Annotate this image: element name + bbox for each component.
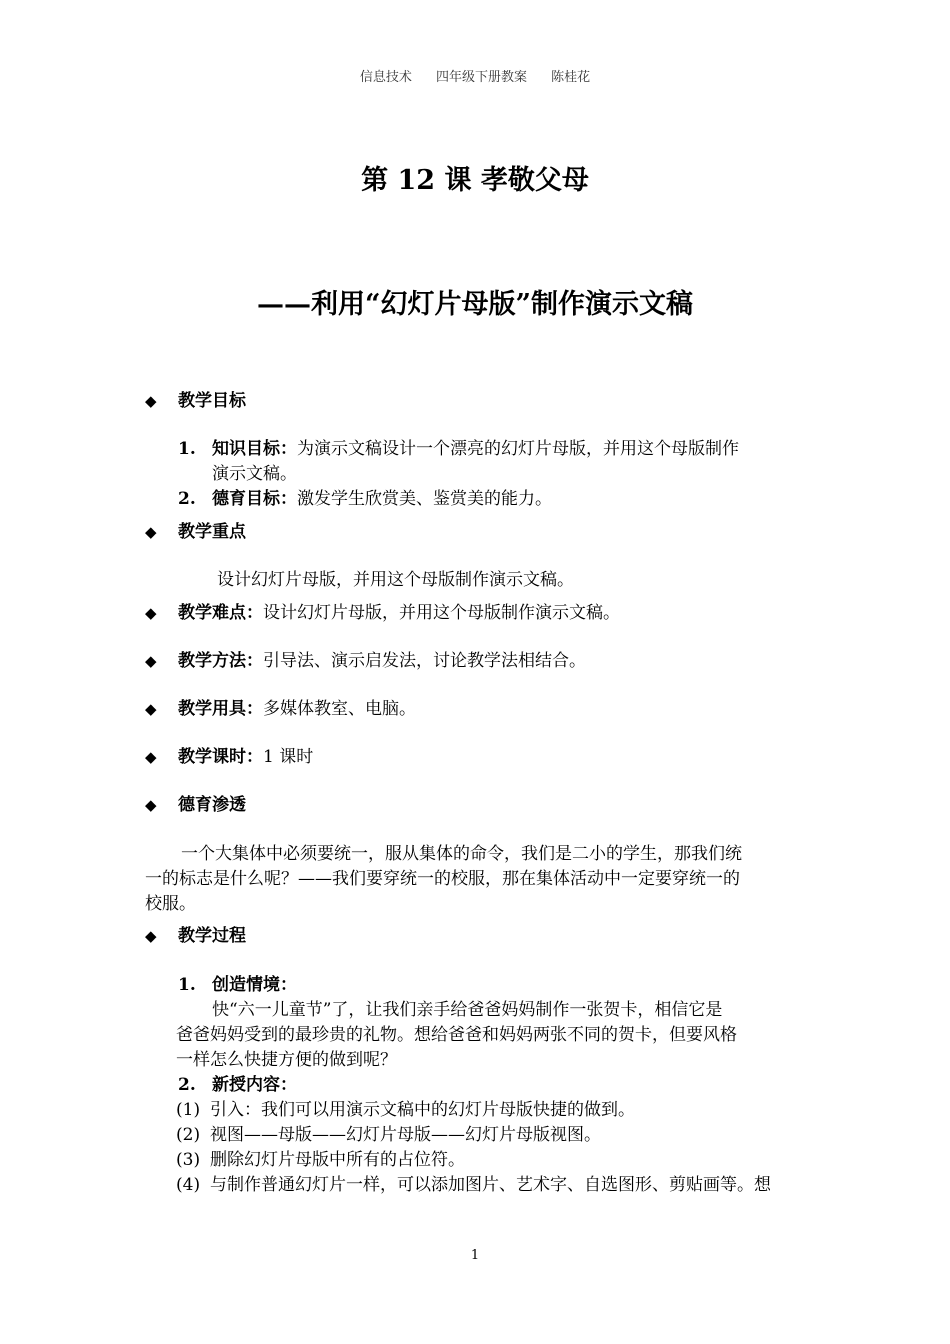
process-number: 1. <box>178 975 196 995</box>
process-number: 2. <box>178 1075 196 1095</box>
section-hours <box>145 745 313 770</box>
process-label: 新授内容： <box>212 1075 297 1095</box>
section-heading: 教学过程 <box>178 926 246 946</box>
page-header <box>0 66 950 85</box>
goal-label: 德育目标： <box>212 489 297 509</box>
step-number: (2) <box>176 1125 201 1145</box>
header-grade: 四年级下册教案 <box>435 70 527 85</box>
bullet-diamond-icon: ◆ <box>145 392 157 410</box>
section-difficulty <box>145 601 620 626</box>
header-author: 陈桂花 <box>551 70 591 85</box>
bullet-diamond-icon: ◆ <box>145 523 157 541</box>
goal-text-cont: 演示文稿。 <box>212 464 297 484</box>
situation-paragraph <box>176 998 812 1073</box>
moral-line-3: 校服。 <box>145 894 196 914</box>
bullet-diamond-icon: ◆ <box>145 652 157 670</box>
page-number: 1 <box>470 1248 480 1263</box>
step-text: 与制作普通幻灯片一样，可以添加图片、艺术字、自选图形、剪贴画等。想 <box>210 1175 771 1195</box>
step-item <box>176 1098 635 1123</box>
goal-text: 激发学生欣赏美、鉴赏美的能力。 <box>297 489 552 509</box>
section-heading: 教学目标 <box>178 391 246 411</box>
step-number: (4) <box>176 1175 201 1195</box>
step-item <box>176 1173 771 1198</box>
section-text: 1 课时 <box>263 747 314 767</box>
moral-line-1: 一个大集体中必须要统一，服从集体的命令，我们是二小的学生，那我们统 <box>181 844 742 864</box>
section-process <box>145 924 246 949</box>
moral-line-2: 一的标志是什么呢？——我们要穿统一的校服，那在集体活动中一定要穿统一的 <box>145 869 740 889</box>
section-goals <box>145 389 246 414</box>
section-key-point <box>145 520 246 545</box>
section-tools <box>145 697 416 722</box>
goal-label: 知识目标： <box>212 439 297 459</box>
step-text: 引入：我们可以用演示文稿中的幻灯片母版快捷的做到。 <box>210 1100 635 1120</box>
step-text: 视图——母版——幻灯片母版——幻灯片母版视图。 <box>210 1125 601 1145</box>
section-heading: 教学方法： <box>178 651 263 671</box>
bullet-diamond-icon: ◆ <box>145 796 157 814</box>
process-label: 创造情境： <box>212 975 297 995</box>
lesson-subtitle: ——利用“幻灯片母版”制作演示文稿 <box>256 289 694 320</box>
step-number: (1) <box>176 1100 201 1120</box>
bullet-diamond-icon: ◆ <box>145 604 157 622</box>
lesson-title: 第 12 课 孝敬父母 <box>361 165 589 196</box>
situation-line-1: 快“六一儿童节”了，让我们亲手给爸爸妈妈制作一张贺卡，相信它是 <box>212 1000 723 1020</box>
section-heading: 教学重点 <box>178 522 246 542</box>
situation-line-2: 爸爸妈妈受到的最珍贵的礼物。想给爸爸和妈妈两张不同的贺卡，但要风格 <box>176 1025 737 1045</box>
section-text: 设计幻灯片母版，并用这个母版制作演示文稿。 <box>263 603 620 623</box>
goal-number: 1. <box>178 439 196 459</box>
section-heading: 德育渗透 <box>178 795 246 815</box>
step-text: 删除幻灯片母版中所有的占位符。 <box>210 1150 465 1170</box>
goal-number: 2. <box>178 489 196 509</box>
section-heading: 教学课时： <box>178 747 263 767</box>
situation-line-3: 一样怎么快捷方便的做到呢？ <box>176 1050 397 1070</box>
section-heading: 教学难点： <box>178 603 263 623</box>
section-method <box>145 649 586 674</box>
bullet-diamond-icon: ◆ <box>145 927 157 945</box>
step-item <box>176 1148 465 1173</box>
bullet-diamond-icon: ◆ <box>145 700 157 718</box>
section-text: 引导法、演示启发法，讨论教学法相结合。 <box>263 651 586 671</box>
bullet-diamond-icon: ◆ <box>145 748 157 766</box>
section-heading: 教学用具： <box>178 699 263 719</box>
moral-paragraph <box>145 842 810 917</box>
step-number: (3) <box>176 1150 201 1170</box>
section-moral <box>145 793 246 818</box>
goal-text: 为演示文稿设计一个漂亮的幻灯片母版，并用这个母版制作 <box>297 439 739 459</box>
header-subject: 信息技术 <box>359 70 412 85</box>
section-text: 多媒体教室、电脑。 <box>263 699 416 719</box>
key-point-text: 设计幻灯片母版，并用这个母版制作演示文稿。 <box>217 570 574 590</box>
step-item <box>176 1123 601 1148</box>
